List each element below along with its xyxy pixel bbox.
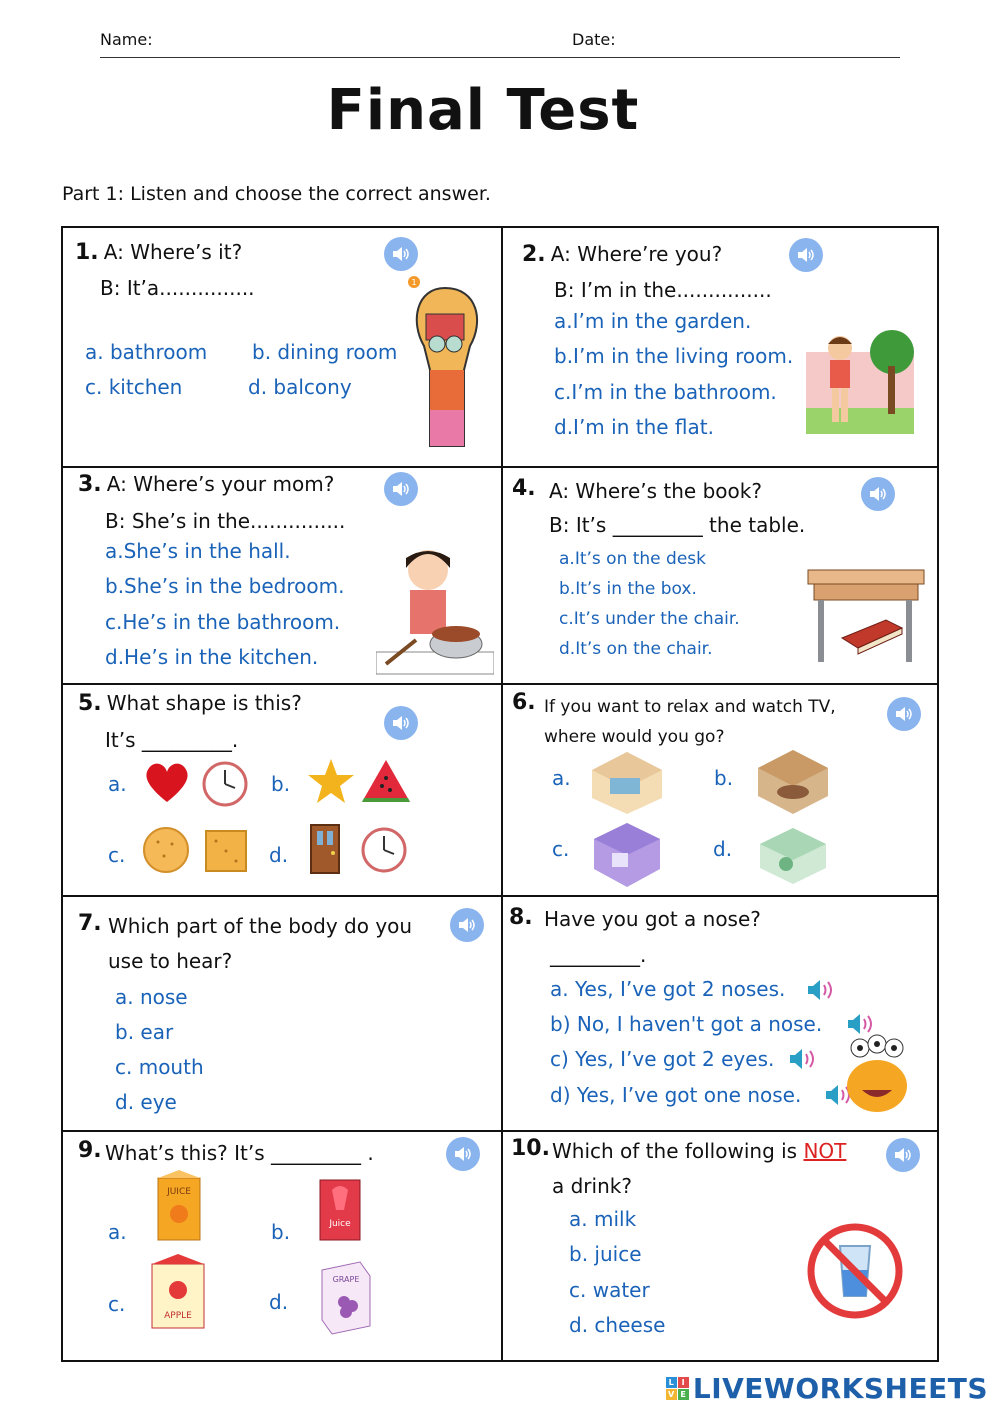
not-emphasis: NOT: [803, 1139, 847, 1163]
q5-option-b-label[interactable]: b.: [271, 772, 291, 796]
q9-option-b-label[interactable]: b.: [271, 1220, 291, 1244]
q6-option-a-label[interactable]: a.: [552, 766, 571, 790]
apple-juice-word: APPLE: [164, 1311, 192, 1321]
q4-option-c[interactable]: c.It’s under the chair.: [559, 609, 740, 629]
q2-option-a[interactable]: a.I’m in the garden.: [554, 309, 752, 333]
bedroom-icon: [590, 748, 664, 820]
grid-divider-row2: [63, 683, 937, 685]
page-title: Final Test: [326, 78, 640, 143]
q6-option-c-label[interactable]: c.: [552, 837, 570, 861]
grid-divider-row4: [63, 1130, 937, 1132]
q10-option-a[interactable]: a. milk: [569, 1207, 637, 1231]
round-cracker-icon: [142, 826, 190, 878]
q3-option-b[interactable]: b.She’s in the bedroom.: [105, 574, 345, 598]
living-room-icon: [756, 746, 830, 820]
speaker-icon[interactable]: [384, 706, 418, 740]
q1-option-c[interactable]: c. kitchen: [85, 375, 183, 399]
q9-line-a: What’s this? It’s _________ .: [105, 1141, 374, 1165]
q9-option-d-label[interactable]: d.: [269, 1290, 289, 1314]
q4-option-a[interactable]: a.It’s on the desk: [559, 549, 706, 569]
orange-juice-box-icon: [156, 1168, 202, 1246]
q1-line-b: B: It’a...............: [100, 276, 255, 300]
q5-option-a-label[interactable]: a.: [108, 772, 127, 796]
q10-option-c[interactable]: c. water: [569, 1278, 650, 1302]
question-3: 3. A: Where’s your mom?: [78, 472, 335, 497]
q3-option-c[interactable]: c.He’s in the bathroom.: [105, 610, 341, 634]
q6-option-d-label[interactable]: d.: [713, 837, 733, 861]
q4-line-a: A: Where’s the book?: [549, 479, 762, 503]
q7-option-d[interactable]: d. eye: [115, 1090, 177, 1114]
q2-option-c[interactable]: c.I’m in the bathroom.: [554, 380, 777, 404]
grid-divider-row1: [63, 466, 937, 468]
monster-icon: [838, 1034, 916, 1118]
q3-option-a[interactable]: a.She’s in the hall.: [105, 539, 291, 563]
speaker-icon[interactable]: [789, 238, 823, 272]
q7-line-a: Which part of the body do you: [108, 914, 413, 938]
question-7: 7.: [78, 911, 102, 936]
q4-line-b: B: It’s _________ the table.: [549, 513, 806, 537]
q7-option-c[interactable]: c. mouth: [115, 1055, 204, 1079]
q8-option-c[interactable]: c) Yes, I’ve got 2 eyes.: [550, 1047, 775, 1071]
q6-line-a: If you want to relax and watch TV,: [544, 697, 836, 717]
q7-option-b[interactable]: b. ear: [115, 1020, 174, 1044]
question-10: 10.: [511, 1136, 550, 1161]
q10-option-d[interactable]: d. cheese: [569, 1313, 666, 1337]
name-label: Name:: [100, 30, 153, 49]
q1-option-a[interactable]: a. bathroom: [85, 340, 208, 364]
speaker-icon[interactable]: [450, 908, 484, 942]
speaker-icon[interactable]: [384, 472, 418, 506]
q2-option-d[interactable]: d.I’m in the flat.: [554, 415, 714, 439]
q3-line-b: B: She’s in the...............: [105, 509, 346, 533]
q7-line-b: use to hear?: [108, 949, 233, 973]
q5-option-d-label[interactable]: d.: [269, 843, 289, 867]
q1-line-a: A: Where’s it?: [103, 240, 243, 264]
watermelon-icon: [360, 758, 412, 810]
question-5: 5. What shape is this?: [78, 691, 302, 716]
apple-juice-box-icon: [148, 1250, 208, 1334]
speaker-icon[interactable]: [446, 1137, 480, 1171]
q3-option-d[interactable]: d.He’s in the kitchen.: [105, 645, 319, 669]
q6-line-b: where would you go?: [544, 727, 725, 747]
juice-box-word: JUICE: [167, 1187, 191, 1197]
part1-instruction: Part 1: Listen and choose the correct answer.: [62, 183, 491, 205]
date-label: Date:: [572, 30, 616, 49]
q8-option-b[interactable]: b) No, I haven't got a nose.: [550, 1012, 823, 1036]
strawberry-juice-word: Juice: [329, 1219, 351, 1229]
bathroom-icon: [592, 819, 662, 893]
question-1: 1. A: Where’s it?: [75, 240, 243, 265]
q4-option-b[interactable]: b.It’s in the box.: [559, 579, 697, 599]
q9-option-a-label[interactable]: a.: [108, 1220, 127, 1244]
strawberry-juice-box-icon: [318, 1172, 362, 1246]
q10-line-b: a drink?: [552, 1174, 632, 1198]
q5-line-a: What shape is this?: [106, 691, 302, 715]
q9-option-c-label[interactable]: c.: [108, 1292, 126, 1316]
mom-cooking-image: [376, 544, 494, 680]
q5-option-c-label[interactable]: c.: [108, 843, 126, 867]
q2-line-b: B: I’m in the...............: [554, 278, 772, 302]
grid-divider-vertical: [501, 228, 503, 1360]
star-icon: [306, 757, 356, 811]
clock-icon: [201, 760, 249, 812]
grid-divider-row3: [63, 895, 937, 897]
q6-option-b-label[interactable]: b.: [714, 766, 734, 790]
speaker-icon[interactable]: [886, 1138, 920, 1172]
question-6: 6.: [512, 690, 536, 715]
question-4: 4.: [512, 476, 536, 501]
q10-option-b[interactable]: b. juice: [569, 1242, 642, 1266]
q10-line-a: Which of the following is NOT: [552, 1139, 847, 1163]
q1-option-d[interactable]: d. balcony: [248, 375, 352, 399]
logo-text: LIVEWORKSHEETS: [692, 1372, 988, 1405]
q8-option-d[interactable]: d) Yes, I’ve got one nose.: [550, 1083, 802, 1107]
sound-icon[interactable]: [806, 978, 838, 1006]
clock-icon: [360, 826, 408, 878]
q2-option-b[interactable]: b.I’m in the living room.: [554, 344, 794, 368]
speaker-icon[interactable]: [887, 697, 921, 731]
q7-option-a[interactable]: a. nose: [115, 985, 188, 1009]
laundry-room-icon: [758, 824, 828, 890]
q8-line-a: Have you got a nose?: [544, 907, 761, 931]
keyhole-badge: 1: [411, 278, 417, 287]
q1-option-b[interactable]: b. dining room: [252, 340, 398, 364]
question-9: 9.: [78, 1138, 102, 1163]
table-with-book-image: [806, 566, 926, 670]
question-2: 2. A: Where’re you?: [522, 242, 723, 267]
q8-option-a[interactable]: a. Yes, I’ve got 2 noses.: [550, 977, 786, 1001]
sound-icon[interactable]: [788, 1047, 820, 1075]
q2-line-a: A: Where’re you?: [550, 242, 723, 266]
speaker-icon[interactable]: [384, 237, 418, 271]
square-cracker-icon: [204, 829, 248, 877]
question-8: 8.: [509, 905, 533, 930]
q8-line-b: _________.: [550, 943, 647, 967]
boy-in-garden-image: [806, 322, 914, 438]
grape-juice-box-icon: [308, 1252, 374, 1340]
grape-juice-word: GRAPE: [332, 1275, 360, 1284]
keyhole-house-image: [404, 274, 486, 456]
door-icon: [309, 823, 341, 879]
q3-line-a: A: Where’s your mom?: [106, 472, 335, 496]
logo-mark: L I V E: [666, 1377, 689, 1400]
speaker-icon[interactable]: [861, 477, 895, 511]
no-drink-icon: [806, 1222, 904, 1324]
header-rule: [100, 57, 900, 58]
liveworksheets-logo: [666, 1372, 988, 1405]
q5-line-b: It’s _________.: [105, 728, 239, 752]
heart-icon: [143, 760, 191, 808]
q4-option-d[interactable]: d.It’s on the chair.: [559, 639, 713, 659]
